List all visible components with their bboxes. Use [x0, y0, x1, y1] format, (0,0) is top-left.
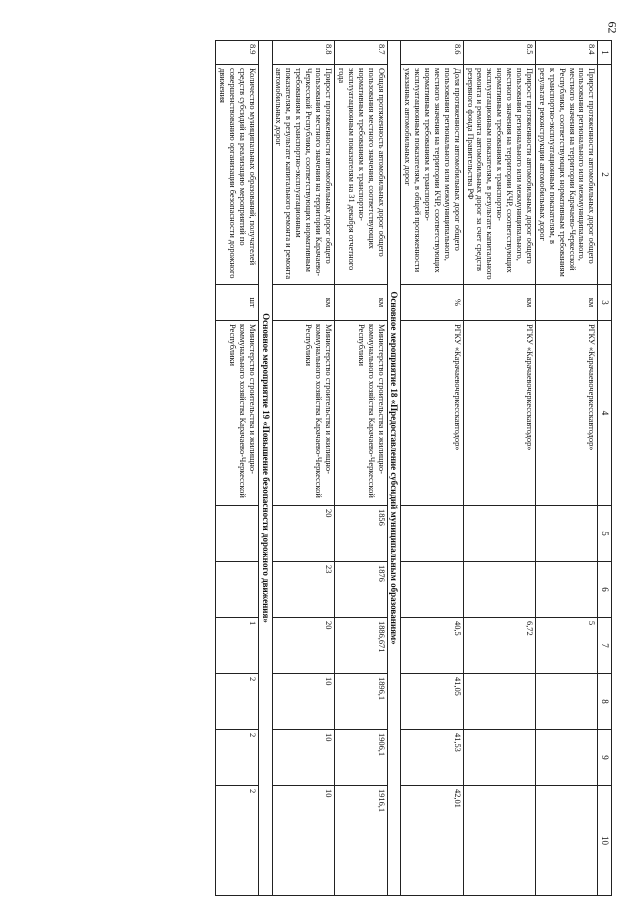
column-header: 6: [598, 562, 612, 618]
table-cell: %: [401, 285, 463, 321]
table-row: [535, 41, 597, 896]
table-cell: [535, 786, 597, 896]
section-title: Основное мероприятие 18 «Предоставление субсидий муниципальным образованиям»: [387, 41, 401, 896]
table-cell: шт: [216, 285, 259, 321]
table-cell: 1886,671: [335, 618, 388, 674]
column-header: 3: [598, 285, 612, 321]
table-cell: 2: [216, 674, 259, 730]
table-cell: [463, 786, 535, 896]
table-row: [463, 41, 535, 896]
table-cell: 6,72: [463, 618, 535, 674]
table-cell: [216, 562, 259, 618]
page-number: 62: [605, 21, 620, 34]
table-cell: км: [535, 285, 597, 321]
table-cell: 2: [216, 730, 259, 786]
table-cell: км: [463, 285, 535, 321]
table-cell: 10: [272, 786, 334, 896]
table-cell: Прирост протяженности автомобильных дорог общего пользования регионального или межмуниципального, местного значения на территории Карачаево-Черкесской Республики, соответствующих нормативным требованиям к транспортно-эксплуатационным показателям, в результате реконструкции автомобильных дорог: [535, 65, 597, 285]
table-cell: Прирост протяженности автомобильных дорог общего пользования регионального или межмуниципального, местного значения на территории КЧР, соответствующих нормативным требованиям к транспортно-эксплуатационным показателям, в результате капитального ремонта и ремонта автомобильных дорог за счет средств резервного фонда Правительства РФ: [463, 65, 535, 285]
column-header: 2: [598, 65, 612, 285]
table-cell: 1906,1: [335, 730, 388, 786]
table-cell: [463, 562, 535, 618]
rotated-sheet: [22, 40, 612, 895]
table-row: [401, 41, 463, 896]
table-cell: 8.7: [335, 41, 388, 65]
table-cell: Количество муниципальных образований, получателей средств субсидий на реализацию мероприятий по совершенствованию организации безопасности дорожного движения: [216, 65, 259, 285]
table-cell: Министерство строительства и жилищно-коммунального хозяйства Карачаево-Черкесской Республики: [335, 321, 388, 506]
table-row: [335, 41, 388, 896]
table-cell: [535, 730, 597, 786]
table-cell: 8.9: [216, 41, 259, 65]
table-cell: 41,05: [401, 674, 463, 730]
table-cell: 23: [272, 562, 334, 618]
table-cell: 20: [272, 506, 334, 562]
table-row: [272, 41, 334, 896]
table-cell: 1: [216, 618, 259, 674]
table-cell: 41,53: [401, 730, 463, 786]
table-body: [216, 41, 598, 896]
table-cell: 40,5: [401, 618, 463, 674]
table-cell: [401, 562, 463, 618]
table-cell: [463, 674, 535, 730]
table-cell: Доля протяженности автомобильных дорог общего пользования регионального или межмуниципального, местного значения на территории КЧР, соответствующих нормативным требованиям к транспортно-эксплуатационным показателям, в общей протяженности указанных автомобильных дорог: [401, 65, 463, 285]
table-cell: Министерство строительства и жилищно-коммунального хозяйства Карачаево-Черкесской Республики: [216, 321, 259, 506]
table-cell: Министерство строительства и жилищно-коммунального хозяйства Карачаево-Черкесской Республики: [272, 321, 334, 506]
column-header: 5: [598, 506, 612, 562]
table-cell: 1916,1: [335, 786, 388, 896]
indicators-table: [215, 40, 612, 896]
table-cell: км: [272, 285, 334, 321]
column-header: 8: [598, 674, 612, 730]
table-cell: 10: [272, 674, 334, 730]
table-cell: 8.5: [463, 41, 535, 65]
table-header-row: [598, 41, 612, 896]
table-cell: Общая протяженность автомобильных дорог общего пользования местного значения, соответствующих нормативным требованиям к транспортно-эксплуатационным показателям на 31 декабря отчетного года: [335, 65, 388, 285]
table-cell: [463, 730, 535, 786]
table-cell: [535, 674, 597, 730]
table-cell: км: [335, 285, 388, 321]
table-cell: РГКУ «Карачаевочеркесскавтодор»: [401, 321, 463, 506]
table-cell: 8.4: [535, 41, 597, 65]
column-header: 1: [598, 41, 612, 65]
table-cell: РГКУ «Карачаевочеркесскавтодор»: [463, 321, 535, 506]
table-cell: 1876: [335, 562, 388, 618]
table-row: [216, 41, 259, 896]
table-cell: 42,01: [401, 786, 463, 896]
table-cell: 2: [216, 786, 259, 896]
table-cell: 8.8: [272, 41, 334, 65]
column-header: 7: [598, 618, 612, 674]
column-header: 4: [598, 321, 612, 506]
section-header-row: [258, 41, 272, 896]
table-cell: [216, 506, 259, 562]
column-header: 9: [598, 730, 612, 786]
column-header: 10: [598, 786, 612, 896]
table-cell: Прирост протяженности автомобильных дорог общего пользования местного значения на территории Карачаево-Черкесской Республики, соответствующих нормативным требованиям к транспортно-эксплуатационным показателям, в результате капитального ремонта и ремонта автомобильных дорог: [272, 65, 334, 285]
table-cell: 10: [272, 730, 334, 786]
table-cell: [401, 506, 463, 562]
section-title: Основное мероприятие 19 «Повышение безопасности дорожного движения»: [258, 41, 272, 896]
table-cell: 1896,1: [335, 674, 388, 730]
table-cell: [535, 506, 597, 562]
table-cell: [535, 562, 597, 618]
table-cell: 1856: [335, 506, 388, 562]
table-cell: [463, 506, 535, 562]
table-cell: РГКУ «Карачаевочеркесскавтодор»: [535, 321, 597, 506]
table-cell: 8.6: [401, 41, 463, 65]
section-header-row: [387, 41, 401, 896]
table-cell: 20: [272, 618, 334, 674]
table-cell: 5: [535, 618, 597, 674]
